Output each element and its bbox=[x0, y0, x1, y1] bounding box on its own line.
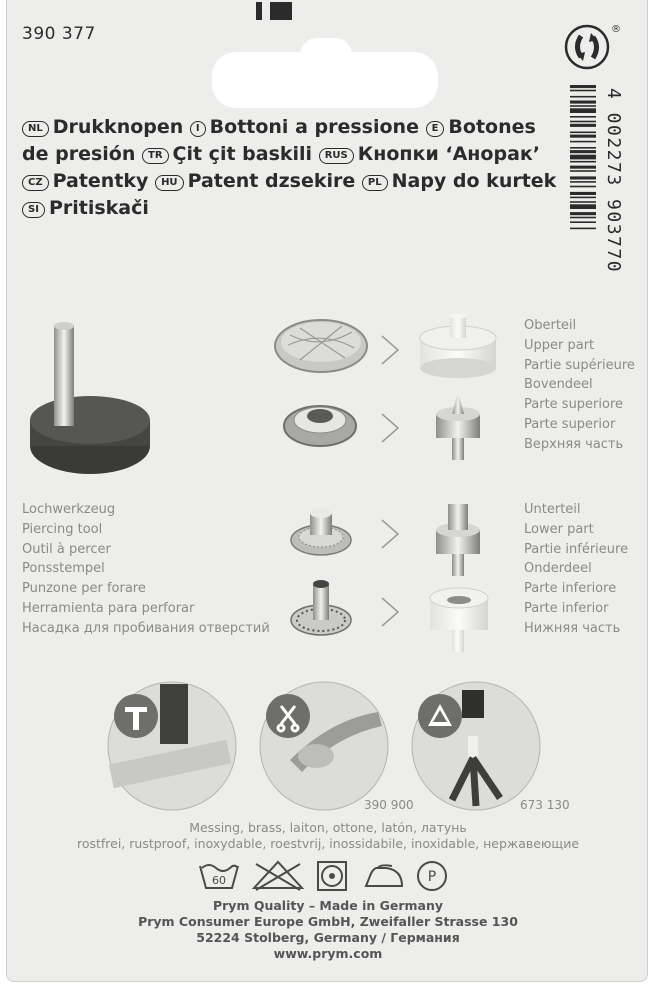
imprint-line: Prym Consumer Europe GmbH, Zweifaller Strasse 130 bbox=[138, 914, 518, 929]
part-label: Parte inferiore bbox=[524, 581, 617, 597]
svg-text:P: P bbox=[427, 869, 437, 885]
part-label: Parte superiore bbox=[524, 397, 624, 413]
lang-code-badge: NL bbox=[22, 121, 49, 137]
product-name: Patentky bbox=[52, 170, 149, 192]
tool-label: Herramienta para perforar bbox=[22, 600, 195, 616]
lower-part-labels bbox=[524, 500, 628, 639]
tool-label: Punzone per forare bbox=[22, 581, 146, 597]
tripod-ref-number: 673 130 bbox=[520, 798, 570, 812]
wash-60-icon bbox=[200, 865, 238, 888]
imprint-line: 52224 Stolberg, Germany / Германия bbox=[196, 930, 460, 945]
part-label: Unterteil bbox=[524, 502, 581, 517]
arrow-icon bbox=[382, 336, 398, 626]
product-name: Pritiskači bbox=[48, 197, 149, 219]
part-label: Partie inférieure bbox=[524, 541, 629, 557]
product-name: Drukknopen bbox=[52, 116, 184, 138]
upper-die-clear-image bbox=[420, 313, 496, 378]
tool-labels bbox=[22, 500, 270, 639]
product-name: Patent dzsekire bbox=[187, 170, 356, 192]
material-line: Messing, brass, laiton, ottone, latón, латунь bbox=[189, 820, 467, 835]
product-name: Кнопки ‘Анорак’ bbox=[357, 143, 541, 165]
care-symbols bbox=[196, 858, 456, 894]
imprint-url: www.prym.com bbox=[273, 946, 383, 961]
snap-cap-image bbox=[275, 320, 367, 372]
product-name: Napy do kurtek bbox=[391, 170, 557, 192]
lang-code-badge: TR bbox=[142, 148, 169, 164]
snap-stud-image bbox=[291, 508, 351, 555]
part-label: Верхняя часть bbox=[524, 436, 624, 452]
tool-label: Насадка для пробивания отверстий bbox=[22, 620, 270, 636]
piercing-tool-image bbox=[30, 322, 150, 474]
part-label: Parte inferior bbox=[524, 600, 609, 616]
part-label: Lower part bbox=[524, 521, 594, 537]
lang-code-badge: I bbox=[190, 121, 206, 137]
barcode-digits: 4 002273 903770 bbox=[603, 88, 624, 274]
tool-label: Outil à percer bbox=[22, 541, 111, 557]
part-label: Нижняя часть bbox=[524, 620, 621, 636]
lang-code-badge: SI bbox=[22, 202, 45, 218]
tripod-usage-illustration bbox=[412, 682, 540, 810]
product-name: Bottoni a pressione bbox=[209, 116, 419, 138]
material-line: rostfrei, rustproof, inoxydable, roestvrij, inossidabile, inoxidable, нержавеющие bbox=[76, 836, 580, 851]
tool-label: Lochwerkzeug bbox=[22, 502, 116, 517]
part-label: Oberteil bbox=[524, 318, 577, 333]
hammer-usage-illustration bbox=[108, 682, 236, 810]
lang-code-badge: CZ bbox=[22, 175, 49, 191]
product-name: Çit çit baskili bbox=[172, 143, 313, 165]
lower-die-metal-image bbox=[436, 504, 480, 576]
snap-socket-image bbox=[284, 406, 356, 446]
svg-text:60: 60 bbox=[212, 874, 226, 887]
lang-code-badge: PL bbox=[362, 175, 388, 191]
part-label: Upper part bbox=[524, 337, 595, 353]
snap-prong-ring-image bbox=[291, 580, 351, 635]
pliers-ref-number: 390 900 bbox=[364, 798, 414, 812]
imprint-line: Prym Quality – Made in Germany bbox=[212, 898, 444, 913]
upper-die-metal-image bbox=[436, 392, 480, 460]
tool-label: Piercing tool bbox=[22, 521, 103, 537]
upper-part-labels bbox=[524, 316, 635, 455]
part-label: Bovendeel bbox=[524, 377, 593, 393]
iron-icon bbox=[366, 865, 402, 886]
lang-code-badge: E bbox=[426, 121, 445, 137]
lower-die-clear-image bbox=[430, 588, 488, 652]
part-label: Partie supérieure bbox=[524, 357, 635, 373]
product-code: 390 377 bbox=[22, 24, 96, 44]
lang-code-badge: RUS bbox=[319, 148, 354, 164]
registered-mark: ® bbox=[611, 24, 621, 35]
no-bleach-icon bbox=[254, 862, 302, 890]
tumble-dry-icon bbox=[318, 862, 346, 890]
dry-clean-p-icon bbox=[418, 862, 446, 890]
part-label: Onderdeel bbox=[524, 561, 592, 577]
lang-code-badge: HU bbox=[155, 175, 184, 191]
pliers-usage-illustration bbox=[260, 682, 388, 810]
product-name: Botones de presión bbox=[22, 116, 536, 165]
part-label: Parte superior bbox=[524, 416, 616, 432]
tool-label: Ponsstempel bbox=[22, 561, 105, 577]
